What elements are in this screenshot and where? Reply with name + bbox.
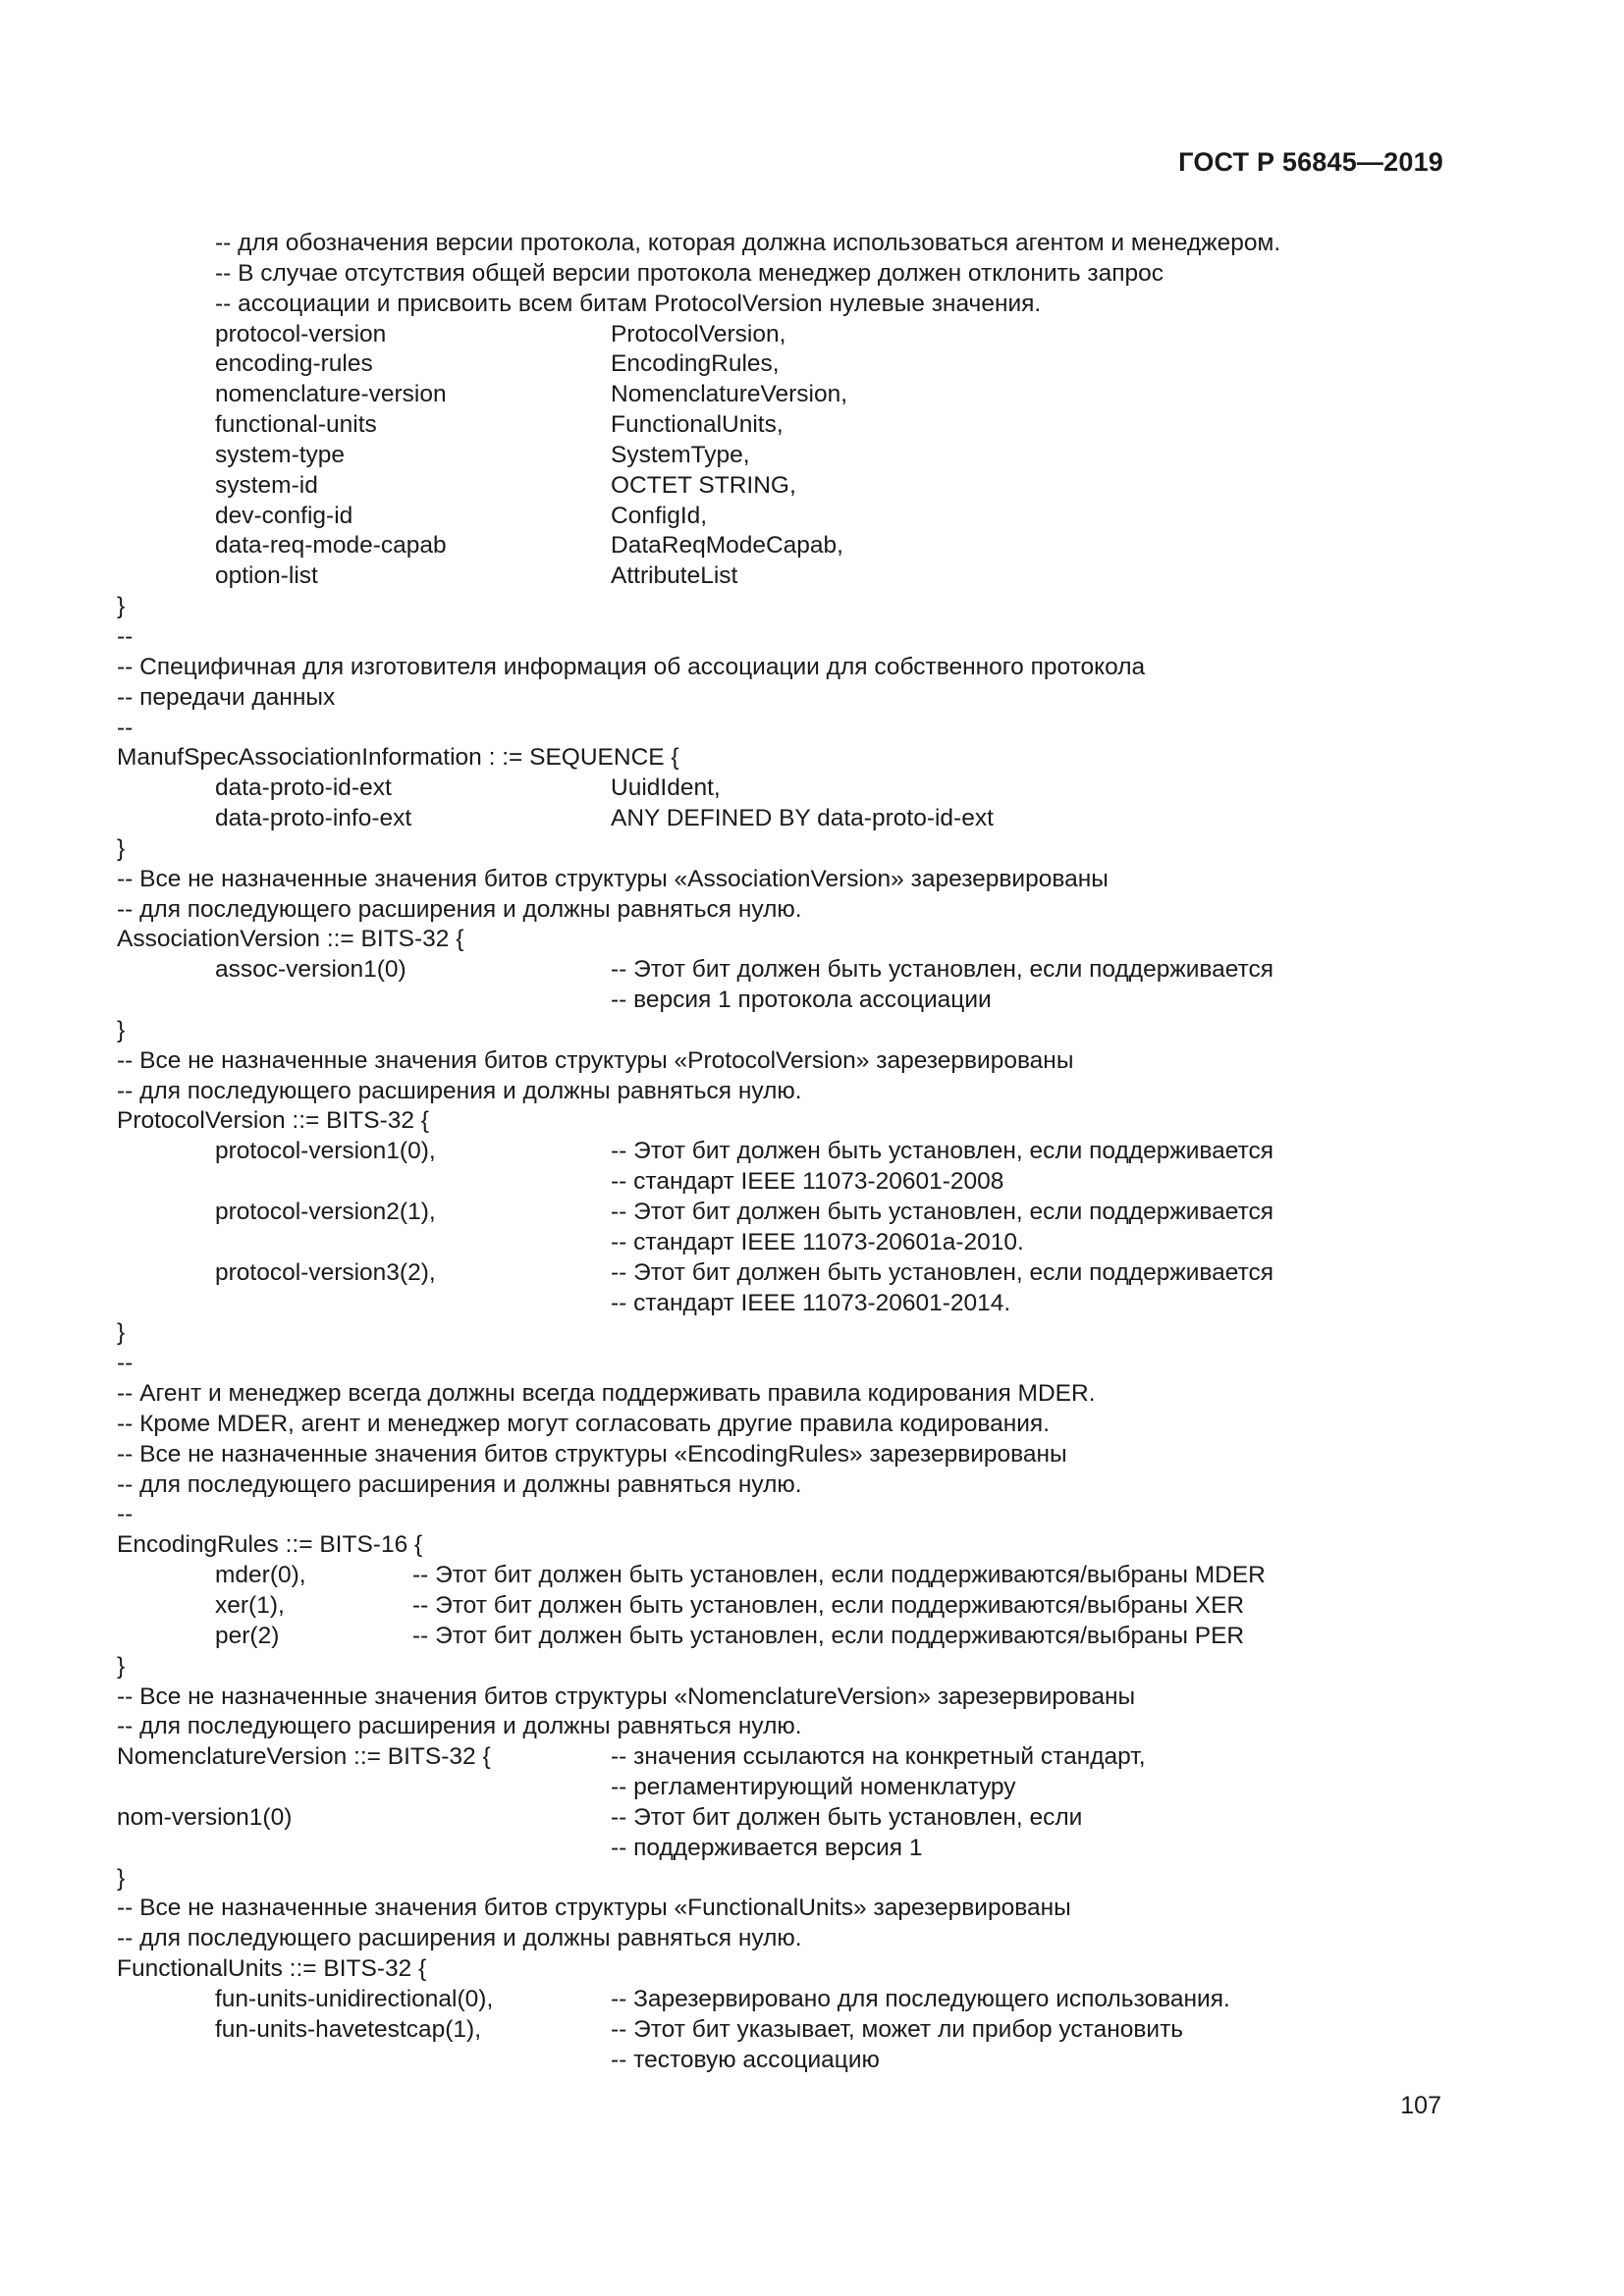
line-value: NomenclatureVersion,	[611, 381, 848, 408]
line-value: -- тестовую ассоциацию	[611, 2046, 880, 2073]
listing-line	[117, 1894, 1491, 1924]
listing-line	[117, 1834, 1491, 1864]
line-text: }	[117, 1864, 126, 1892]
listing-line	[117, 320, 1491, 350]
listing-line	[117, 1954, 1491, 1985]
listing-line	[117, 955, 1491, 986]
line-text: -- Все не назначенные значения битов структуры «NomenclatureVersion» зарезервированы	[117, 1682, 1136, 1710]
line-value: ProtocolVersion,	[611, 320, 786, 347]
line-value: UuidIdent,	[611, 774, 721, 802]
line-value: -- Этот бит должен быть установлен, если поддерживается	[611, 1258, 1274, 1286]
listing-line	[117, 1198, 1491, 1228]
listing-line	[117, 1985, 1491, 2015]
listing-line	[117, 410, 1491, 441]
listing-line	[117, 1803, 1491, 1834]
listing-line	[117, 1016, 1491, 1046]
listing-line	[117, 1349, 1491, 1379]
listing-line	[117, 804, 1491, 834]
line-text: --	[117, 1350, 134, 1377]
line-value: -- стандарт IEEE 11073-20601-2008	[611, 1168, 1004, 1196]
line-text: nomenclature-version	[215, 381, 447, 408]
line-value: -- значения ссылаются на конкретный стандарт,	[611, 1743, 1146, 1771]
listing-line	[117, 1924, 1491, 1954]
listing-line	[117, 986, 1491, 1016]
line-text: ManufSpecAssociationInformation : := SEQUENCE {	[117, 744, 679, 772]
line-text: encoding-rules	[215, 350, 373, 378]
listing-line	[117, 592, 1491, 622]
line-text: FunctionalUnits ::= BITS-32 {	[117, 1955, 427, 1983]
listing-line	[117, 471, 1491, 502]
asn1-listing	[117, 229, 1491, 2075]
listing-line	[117, 1228, 1491, 1258]
listing-line	[117, 441, 1491, 471]
line-value: AttributeList	[611, 562, 738, 590]
listing-line	[117, 1500, 1491, 1530]
listing-line	[117, 349, 1491, 380]
listing-line	[117, 1077, 1491, 1107]
listing-line	[117, 1167, 1491, 1198]
line-text: data-req-mode-capab	[215, 532, 447, 560]
listing-line	[117, 1591, 1491, 1622]
listing-line	[117, 1622, 1491, 1652]
line-text: system-type	[215, 441, 346, 468]
listing-line	[117, 1137, 1491, 1167]
line-text: --	[117, 1501, 134, 1528]
listing-line	[117, 531, 1491, 561]
line-value: -- Этот бит указывает, может ли прибор установить	[611, 2015, 1184, 2043]
listing-line	[117, 2046, 1491, 2076]
listing-line	[117, 1440, 1491, 1470]
listing-line	[117, 683, 1491, 714]
line-text: -- для обозначения версии протокола, которая должна использоваться агентом и менеджером.	[215, 230, 1281, 256]
listing-line	[117, 1864, 1491, 1895]
listing-line	[117, 653, 1491, 683]
listing-line	[117, 1712, 1491, 1742]
line-text: nom-version1(0)	[117, 1803, 293, 1831]
line-text: --	[117, 622, 134, 650]
line-text: -- для последующего расширения и должны равняться нулю.	[117, 1470, 802, 1498]
line-text: AssociationVersion ::= BITS-32 {	[117, 926, 464, 953]
line-text: --	[117, 714, 134, 741]
listing-line	[117, 1046, 1491, 1077]
line-text: -- Кроме MDER, агент и менеджер могут согласовать другие правила кодирования.	[117, 1410, 1050, 1437]
line-text: }	[117, 1652, 126, 1680]
line-value: -- Этот бит должен быть установлен, если поддерживается	[611, 956, 1274, 984]
listing-line	[117, 1773, 1491, 1803]
line-text: -- ассоциации и присвоить всем битам ProtocolVersion нулевые значения.	[215, 290, 1042, 317]
listing-line	[117, 259, 1491, 290]
line-text: -- Все не назначенные значения битов структуры «EncodingRules» зарезервированы	[117, 1440, 1067, 1468]
line-text: functional-units	[215, 411, 377, 439]
listing-line	[117, 1106, 1491, 1137]
page-number: 107	[1400, 2092, 1441, 2119]
line-comment: -- Этот бит должен быть установлен, если поддерживаются/выбраны XER	[412, 1591, 1245, 1619]
listing-line	[117, 1470, 1491, 1501]
line-value: -- Зарезервировано для последующего использования.	[611, 1985, 1230, 2012]
listing-line	[117, 895, 1491, 926]
line-text: -- для последующего расширения и должны равняться нулю.	[117, 1077, 802, 1104]
line-text: protocol-version3(2),	[215, 1258, 436, 1286]
listing-line	[117, 925, 1491, 955]
line-text: data-proto-id-ext	[215, 774, 392, 802]
line-text: -- передачи данных	[117, 683, 336, 711]
line-text: -- В случае отсутствия общей версии протокола менеджер должен отклонить запрос	[215, 259, 1164, 287]
line-text: system-id	[215, 471, 318, 499]
line-text: data-proto-info-ext	[215, 805, 412, 832]
line-value: SystemType,	[611, 441, 750, 468]
line-text: protocol-version2(1),	[215, 1199, 436, 1225]
line-value: OCTET STRING,	[611, 471, 796, 499]
line-text: }	[117, 1016, 126, 1043]
line-value: -- стандарт IEEE 11073-20601a-2010.	[611, 1228, 1024, 1255]
line-value: ANY DEFINED BY data-proto-id-ext	[611, 805, 994, 832]
listing-line	[117, 1561, 1491, 1591]
line-text: -- Специфичная для изготовителя информация об ассоциации для собственного протокола	[117, 653, 1146, 680]
listing-line	[117, 380, 1491, 410]
line-value: -- поддерживается версия 1	[611, 1834, 923, 1861]
line-text: per(2)	[215, 1622, 280, 1649]
listing-line	[117, 1289, 1491, 1319]
listing-line	[117, 290, 1491, 320]
line-text: -- для последующего расширения и должны равняться нулю.	[117, 1713, 802, 1740]
listing-line	[117, 1379, 1491, 1410]
line-text: assoc-version1(0)	[215, 956, 406, 984]
line-text: -- Агент и менеджер всегда должны всегда поддерживать правила кодирования MDER.	[117, 1380, 1096, 1408]
listing-line	[117, 714, 1491, 744]
line-text: }	[117, 593, 126, 620]
listing-line	[117, 2015, 1491, 2046]
line-text: fun-units-havetestcap(1),	[215, 2015, 481, 2043]
standard-designation: ГОСТ Р 56845—2019	[1178, 147, 1443, 177]
line-text: }	[117, 834, 126, 862]
listing-line	[117, 865, 1491, 895]
line-text: fun-units-unidirectional(0),	[215, 1985, 494, 2012]
listing-line	[117, 1318, 1491, 1349]
line-text: -- для последующего расширения и должны равняться нулю.	[117, 1925, 802, 1952]
line-text: option-list	[215, 562, 318, 590]
line-value: -- версия 1 протокола ассоциации	[611, 987, 992, 1014]
line-text: protocol-version	[215, 320, 387, 347]
listing-line	[117, 622, 1491, 653]
line-value: -- Этот бит должен быть установлен, если поддерживается	[611, 1138, 1274, 1165]
line-text: protocol-version1(0),	[215, 1138, 436, 1165]
line-text: -- Все не назначенные значения битов структуры «ProtocolVersion» зарезервированы	[117, 1046, 1074, 1074]
line-text: ProtocolVersion ::= BITS-32 {	[117, 1107, 429, 1135]
listing-line	[117, 1410, 1491, 1440]
line-value: -- регламентирующий номенклатуру	[611, 1774, 1016, 1801]
listing-line	[117, 1742, 1491, 1773]
listing-line	[117, 1258, 1491, 1289]
listing-line	[117, 561, 1491, 592]
listing-line	[117, 774, 1491, 804]
line-text: NomenclatureVersion ::= BITS-32 {	[117, 1743, 491, 1771]
listing-line	[117, 229, 1491, 259]
line-value: FunctionalUnits,	[611, 411, 784, 439]
line-text: EncodingRules ::= BITS-16 {	[117, 1531, 423, 1559]
listing-line	[117, 743, 1491, 774]
line-text: -- для последующего расширения и должны равняться нулю.	[117, 895, 802, 923]
line-value: DataReqModeCapab,	[611, 532, 843, 560]
line-value: -- Этот бит должен быть установлен, если	[611, 1803, 1083, 1831]
listing-line	[117, 1682, 1491, 1713]
line-value: -- стандарт IEEE 11073-20601-2014.	[611, 1289, 1011, 1316]
listing-line	[117, 1530, 1491, 1561]
line-text: -- Все не назначенные значения битов структуры «FunctionalUnits» зарезервированы	[117, 1895, 1071, 1922]
line-comment: -- Этот бит должен быть установлен, если поддерживаются/выбраны MDER	[412, 1562, 1266, 1589]
listing-line	[117, 1652, 1491, 1682]
line-text: xer(1),	[215, 1591, 285, 1619]
line-value: EncodingRules,	[611, 350, 780, 378]
line-value: -- Этот бит должен быть установлен, если поддерживается	[611, 1199, 1274, 1225]
line-text: mder(0),	[215, 1562, 306, 1589]
listing-line	[117, 834, 1491, 865]
listing-line	[117, 502, 1491, 532]
line-text: -- Все не назначенные значения битов структуры «AssociationVersion» зарезервированы	[117, 865, 1109, 892]
line-text: dev-config-id	[215, 502, 353, 529]
line-value: ConfigId,	[611, 502, 708, 529]
line-text: }	[117, 1319, 126, 1347]
line-comment: -- Этот бит должен быть установлен, если поддерживаются/выбраны PER	[412, 1622, 1245, 1649]
